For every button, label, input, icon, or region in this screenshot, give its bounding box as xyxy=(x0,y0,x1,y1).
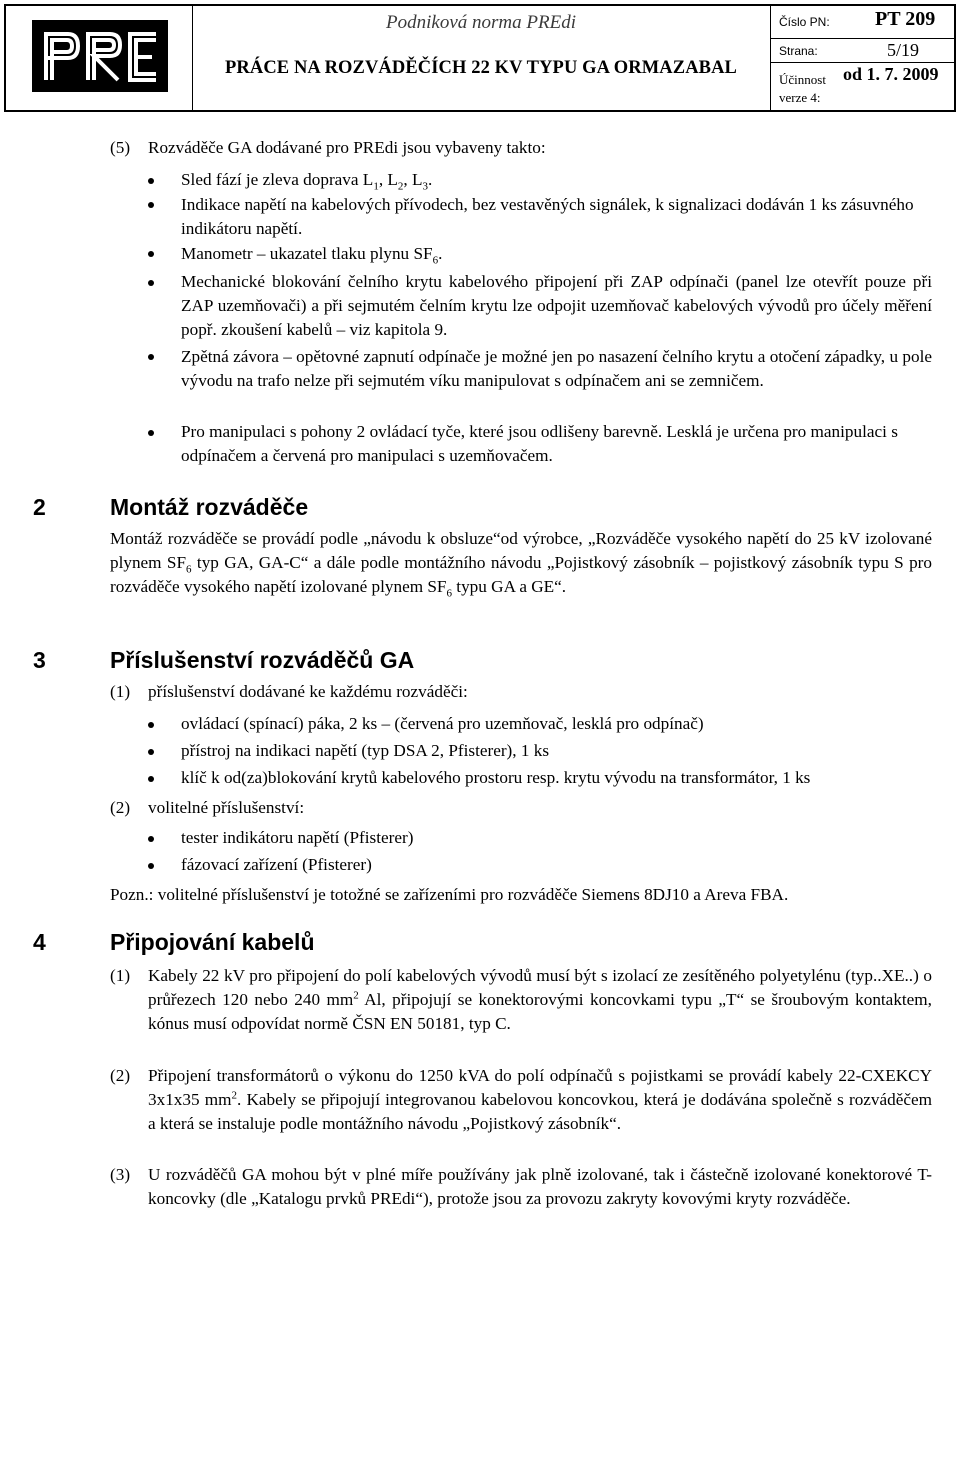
ucinnost-value: od 1. 7. 2009 xyxy=(843,64,939,84)
accessory-item: přístroj na indikaci napětí (typ DSA 2, Pfisterer), 1 ks xyxy=(181,741,550,760)
bullet-dot xyxy=(148,863,154,869)
bullet-voltage-indication: Indikace napětí na kabelových přívodech, bez vestavěných signálek, k signalizaci dodáván 1 ks zásuvného indikátoru napětí. xyxy=(181,195,914,238)
verze-label: verze 4: xyxy=(779,90,821,105)
accessory-item: tester indikátoru napětí (Pfisterer) xyxy=(181,828,414,847)
cislo-label: Číslo PN: xyxy=(779,15,830,29)
accessories-standard: příslušenství dodávané ke každému rozváděči: xyxy=(148,682,468,701)
bullet-dot xyxy=(148,722,154,728)
logo-cell xyxy=(6,6,193,110)
pre-logo-graphic xyxy=(32,20,168,92)
accessory-item: klíč k od(za)blokování krytů kabelového prostoru resp. krytu vývodu na transformátor, 1 ks xyxy=(181,768,811,787)
header-title-cell xyxy=(192,6,771,110)
bullet-dot xyxy=(148,354,154,360)
bullet-dot xyxy=(148,836,154,842)
item-number: (1) xyxy=(110,966,131,985)
strana-label: Strana: xyxy=(779,44,818,58)
bullet-back-lock: Zpětná závora – opětovné zapnutí odpínače je možné jen po nasazení čelního krytu a otočení západky, u pole vývodu na trafo nelze při sejmutém víku manipulovat s odpínačem ani se zemničem. xyxy=(181,347,932,390)
bullet-dot xyxy=(148,280,154,286)
item-number: (1) xyxy=(110,682,131,701)
accessories-optional: volitelné příslušenství: xyxy=(148,798,305,817)
norm-name: Podniková norma PREdi xyxy=(386,12,576,33)
item-number: (2) xyxy=(110,798,131,817)
bullet-dot xyxy=(148,202,154,208)
section-number: 3 xyxy=(33,647,46,673)
cislo-value: PT 209 xyxy=(875,8,936,30)
document-header xyxy=(4,4,956,112)
bullet-dot xyxy=(148,178,154,184)
item-number: (5) xyxy=(110,138,131,157)
header-info-cell xyxy=(771,6,954,110)
bullet-dot xyxy=(148,776,154,782)
intro-text: Rozváděče GA dodávané pro PREdi jsou vybaveny takto: xyxy=(148,138,546,157)
accessory-item: ovládací (spínací) páka, 2 ks – (červená pro uzemňovač, lesklá pro odpínač) xyxy=(181,714,704,733)
cislo-row xyxy=(771,6,954,39)
pre-logo xyxy=(32,20,168,92)
bullet-dot xyxy=(148,430,154,436)
section-number: 4 xyxy=(33,929,46,955)
ucinnost-label: Účinnost xyxy=(779,72,826,87)
section-number: 2 xyxy=(33,494,46,520)
strana-value: 5/19 xyxy=(887,40,920,60)
section-title: Montáž rozváděče xyxy=(110,494,309,520)
item-number: (2) xyxy=(110,1066,131,1085)
accessories-note: Pozn.: volitelné příslušenství je totožné se zařízeními pro rozváděče Siemens 8DJ10 a Areva FBA. xyxy=(110,885,789,904)
strana-row xyxy=(771,38,954,63)
bullet-mechanical-lock: Mechanické blokování čelního krytu kabelového připojení při ZAP odpínači (panel lze otevřít pouze při ZAP uzemňovači) a při sejmutém čelním krytu lze odpojit uzemňovač kabelových vývodů pro účely měření popř. zkoušení kabelů – viz kapitola 9. xyxy=(181,272,932,339)
accessory-item: fázovací zařízení (Pfisterer) xyxy=(181,855,372,874)
section-title: Připojování kabelů xyxy=(110,929,315,955)
bullet-dot xyxy=(148,251,154,257)
section-title: Příslušenství rozváděčů GA xyxy=(110,647,415,673)
document-title: PRÁCE NA ROZVÁDĚČÍCH 22 KV TYPU GA ORMAZABAL xyxy=(225,58,737,78)
bullet-dot xyxy=(148,749,154,755)
bullet-phase-order: Sled fází je zleva doprava $L_1$, $L_2$, $L_3$. xyxy=(181,170,433,193)
transformer-connection: Připojení transformátorů o výkonu do 1250 kVA do polí odpínačů s pojistkami se provádí kabely 22-CXEKCY 3x1x35 $mm^2$. Kabely se připojují integrovanou kabelovou koncovkou, která je dodávána společně s rozváděčem a která se instaluje podle montážního návodu „Pojistkový zásobník“. xyxy=(148,1066,932,1133)
t-connectors: U rozváděčů GA mohou být v plné míře používány jak plně izolované, tak i částečně izolované konektorové T-koncovky (dle „Katalogu prvků PREdi“), protože jsou za provozu zakryty kovovými kryty rozváděče. xyxy=(148,1165,932,1208)
bullet-manometer: Manometr – ukazatel tlaku plynu $SF_6$. xyxy=(181,244,443,267)
cable-requirements: Kabely 22 kV pro připojení do polí kabelových vývodů musí být s izolací ze zesítěného polyetylénu (typ..XE..) o průřezech 120 nebo 240 $mm^2$ Al, připojují se konektorovými koncovkami typu „T“ se šroubovým kontaktem, kónus musí odpovídat normě ČSN EN 50181, typ C. xyxy=(148,966,932,1033)
bullet-operating-rods: Pro manipulaci s pohony 2 ovládací tyče, které jsou odlišeny barevně. Lesklá je určena pro manipulaci s odpínačem a červená pro manipulaci s uzemňovačem. xyxy=(181,422,898,465)
item-number: (3) xyxy=(110,1165,131,1184)
section-2-paragraph: Montáž rozváděče se provádí podle „návodu k obsluze“od výrobce, „Rozváděče vysokého napětí do 25 kV izolované plynem $SF_6$ typ GA, GA-C“ a dále podle montážního návodu „Pojistkový zásobník – pojistkový zásobník typu S pro rozváděče vysokého napětí izolované plynem $SF_6$ typu GA a GE“. xyxy=(110,529,932,600)
